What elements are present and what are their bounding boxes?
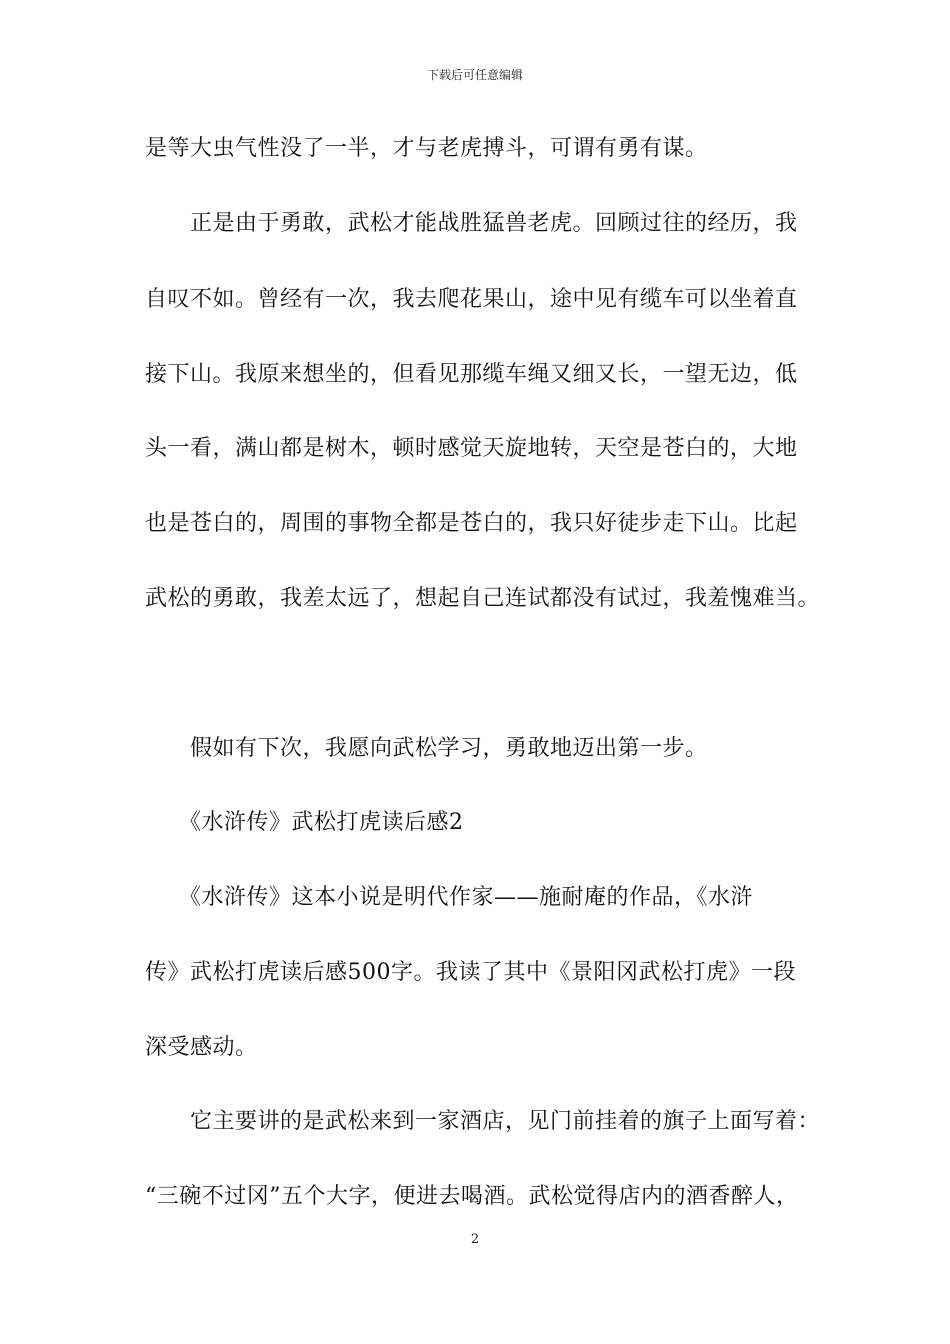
page-number: 2: [470, 1232, 480, 1247]
text-line: 头一看，满山都是树木，顿时感觉天旋地转，天空是苍白的，大地: [145, 436, 798, 461]
text-line: 深受感动。: [145, 1035, 258, 1060]
text-line: 是等大虫气性没了一半，才与老虎搏斗，可谓有勇有谋。: [145, 136, 708, 161]
header-note: 下载后可任意编辑: [426, 68, 523, 82]
text-line: 假如有下次，我愿向武松学习，勇敢地迈出第一步。: [145, 736, 708, 761]
text-line: 《水浒传》这本小说是明代作家——施耐庵的作品，《水浒: [145, 885, 754, 910]
text-line: 武松的勇敢，我差太远了，想起自己连试都没有试过，我羞愧难当。: [145, 586, 821, 611]
text-line: 它主要讲的是武松来到一家酒店，见门前挂着的旗子上面写着：: [145, 1109, 821, 1134]
section-heading: 《水浒传》武松打虎读后感2: [145, 810, 464, 835]
text-line: 也是苍白的，周围的事物全都是苍白的，我只好徒步走下山。比起: [145, 511, 798, 536]
text-line: “三碗不过冈”五个大字，便进去喝酒。武松觉得店内的酒香醉人，: [145, 1184, 799, 1209]
text-line: 传》武松打虎读后感500字。我读了其中《景阳冈武松打虎》一段: [145, 960, 796, 985]
text-line: 自叹不如。曾经有一次，我去爬花果山，途中见有缆车可以坐着直: [145, 287, 798, 312]
text-line: 接下山。我原来想坐的，但看见那缆车绳又细又长，一望无边，低: [145, 362, 798, 387]
text-line: 正是由于勇敢，武松才能战胜猛兽老虎。回顾过往的经历，我: [145, 211, 798, 236]
